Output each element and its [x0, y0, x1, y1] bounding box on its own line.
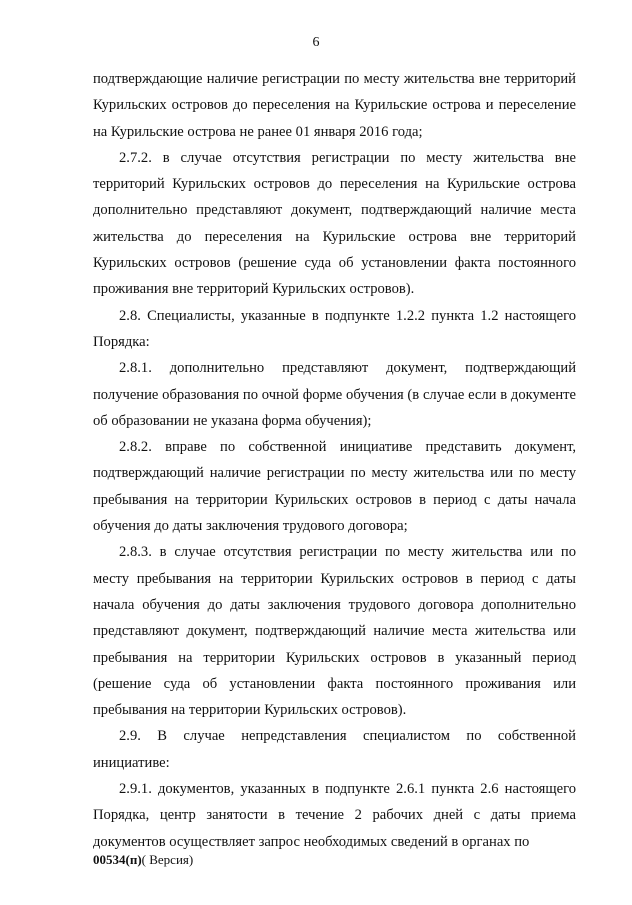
document-code: 00534(п) — [93, 852, 142, 867]
paragraph-2-8-1: 2.8.1. дополнительно представляют документ, подтверждающий получение образования по очной форме обучения (в случае если в документе об образовании не указана форма обучения); — [93, 360, 576, 429]
paragraph-2-8-3: 2.8.3. в случае отсутствия регистрации по месту жительства или по месту пребывания на территории Курильских островов в период с даты начала обучения до даты заключения трудового договора дополнительно представляют документ, подтверждающий наличие места жительства или пребывания на территории Курильских островов в указанный период (решение суда об установлении факта постоянного проживания или пребывания на территории Курильских островов). — [93, 544, 576, 719]
page-number: 6 — [312, 35, 320, 50]
footer — [93, 852, 193, 868]
paragraph-2-7-2: 2.7.2. в случае отсутствия регистрации по месту жительства вне территорий Курильских островов до переселения на Курильские острова дополнительно представляют документ, подтверждающий наличие места жительства до переселения на Курильские острова вне территорий Курильских островов (решение суда об установлении факта постоянного проживания вне территорий Курильских островов). — [93, 149, 576, 298]
paragraph-2-9: 2.9. В случае непредставления специалистом по собственной инициативе: — [93, 728, 576, 771]
paragraph-continuation: подтверждающие наличие регистрации по месту жительства вне территорий Курильских островов до переселения на Курильские острова и переселение на Курильские острова не ранее 01 января 2016 года; — [93, 71, 576, 140]
body-text — [93, 66, 576, 855]
paragraph-2-8: 2.8. Специалисты, указанные в подпункте 1.2.2 пункта 1.2 настоящего Порядка: — [93, 307, 576, 350]
paragraph-2-9-1: 2.9.1. документов, указанных в подпункте 2.6.1 пункта 2.6 настоящего Порядка, центр занятости в течение 2 рабочих дней с даты приема документов осуществляет запрос необходимых сведений в органах по — [93, 781, 576, 850]
paragraph-2-8-2: 2.8.2. вправе по собственной инициативе представить документ, подтверждающий наличие регистрации по месту жительства или по месту пребывания на территории Курильских островов в период с даты начала обучения до даты заключения трудового договора; — [93, 439, 576, 535]
document-version: ( Версия) — [141, 852, 194, 867]
